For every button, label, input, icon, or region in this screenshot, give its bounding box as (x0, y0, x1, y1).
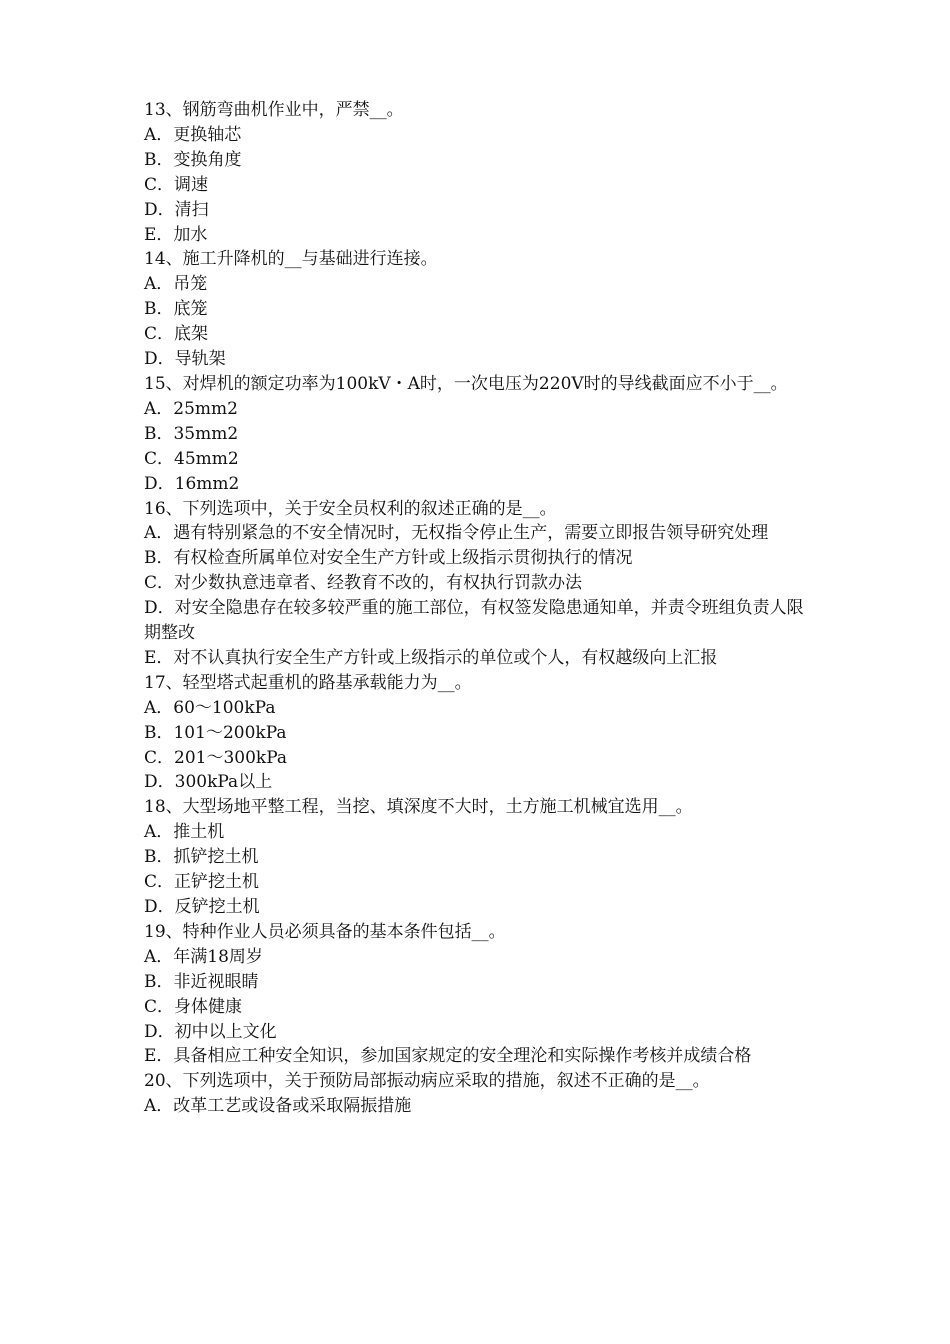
option-c: C．45mm2 (144, 448, 239, 469)
question-13 (144, 98, 812, 247)
option-d: D．16mm2 (144, 473, 240, 494)
question-18 (144, 795, 812, 920)
option-e: E．具备相应工种安全知识，参加国家规定的安全理沦和实际操作考核并成绩合格 (144, 1046, 752, 1067)
question-19 (144, 920, 812, 1069)
option-c: C．底架 (144, 324, 209, 345)
option-b: B．底笼 (144, 299, 208, 320)
option-b: B．非近视眼睛 (144, 971, 259, 992)
question-14 (144, 247, 812, 372)
option-c: C．身体健康 (144, 996, 243, 1017)
question-stem: 19、特种作业人员必须具备的基本条件包括__。 (144, 921, 506, 942)
option-c: C．调速 (144, 174, 209, 195)
option-e: E．对不认真执行安全生产方针或上级指示的单位或个人，有权越级向上汇报 (144, 647, 718, 668)
question-stem: 15、对焊机的额定功率为100kV・A时，一次电压为220V时的导线截面应不小于__。 (144, 373, 788, 394)
question-stem: 13、钢筋弯曲机作业中，严禁__。 (144, 100, 404, 120)
option-c: C．201～300kPa (144, 747, 288, 768)
option-c: C．对少数执意违章者、经教育不改的，有权执行罚款办法 (144, 573, 583, 594)
question-16 (144, 497, 812, 671)
option-d: D．清扫 (144, 199, 209, 220)
question-stem: 20、下列选项中，关于预防局部振动病应采取的措施，叙述不正确的是__。 (144, 1071, 710, 1092)
option-a: A．60～100kPa (144, 697, 276, 718)
option-d: D．对安全隐患存在较多较严重的施工部位，有权签发隐患通知单，并责令班组负责人限期整改 (144, 598, 804, 644)
question-15 (144, 372, 812, 497)
option-a: A．吊笼 (144, 274, 208, 295)
option-a: A．年满18周岁 (144, 946, 263, 967)
option-b: B．抓铲挖土机 (144, 847, 259, 868)
question-17 (144, 671, 812, 796)
option-b: B．有权检查所属单位对安全生产方针或上级指示贯彻执行的情况 (144, 548, 633, 569)
question-stem: 18、大型场地平整工程，当挖、填深度不大时，土方施工机械宜选用__。 (144, 797, 693, 818)
option-e: E．加水 (144, 224, 208, 245)
option-a: A．更换轴芯 (144, 124, 242, 145)
option-a: A．推土机 (144, 822, 225, 843)
question-stem: 14、施工升降机的__与基础进行连接。 (144, 249, 438, 270)
option-c: C．正铲挖土机 (144, 872, 260, 893)
option-d: D．300kPa以上 (144, 772, 273, 793)
option-d: D．反铲挖土机 (144, 897, 260, 917)
document-page (144, 98, 812, 1119)
option-b: B．变换角度 (144, 149, 242, 170)
option-b: B．35mm2 (144, 423, 239, 444)
question-20 (144, 1069, 812, 1119)
option-b: B．101～200kPa (144, 722, 287, 743)
option-a: A．25mm2 (144, 398, 238, 419)
option-d: D．初中以上文化 (144, 1021, 277, 1042)
option-a: A．遇有特别紧急的不安全情况时，无权指令停止生产，需要立即报告领导研究处理 (144, 523, 769, 544)
option-a: A．改革工艺或设备或采取隔振措施 (144, 1096, 412, 1117)
question-stem: 16、下列选项中，关于安全员权利的叙述正确的是__。 (144, 498, 557, 519)
option-d: D．导轨架 (144, 349, 226, 370)
question-stem: 17、轻型塔式起重机的路基承载能力为__。 (144, 672, 472, 693)
